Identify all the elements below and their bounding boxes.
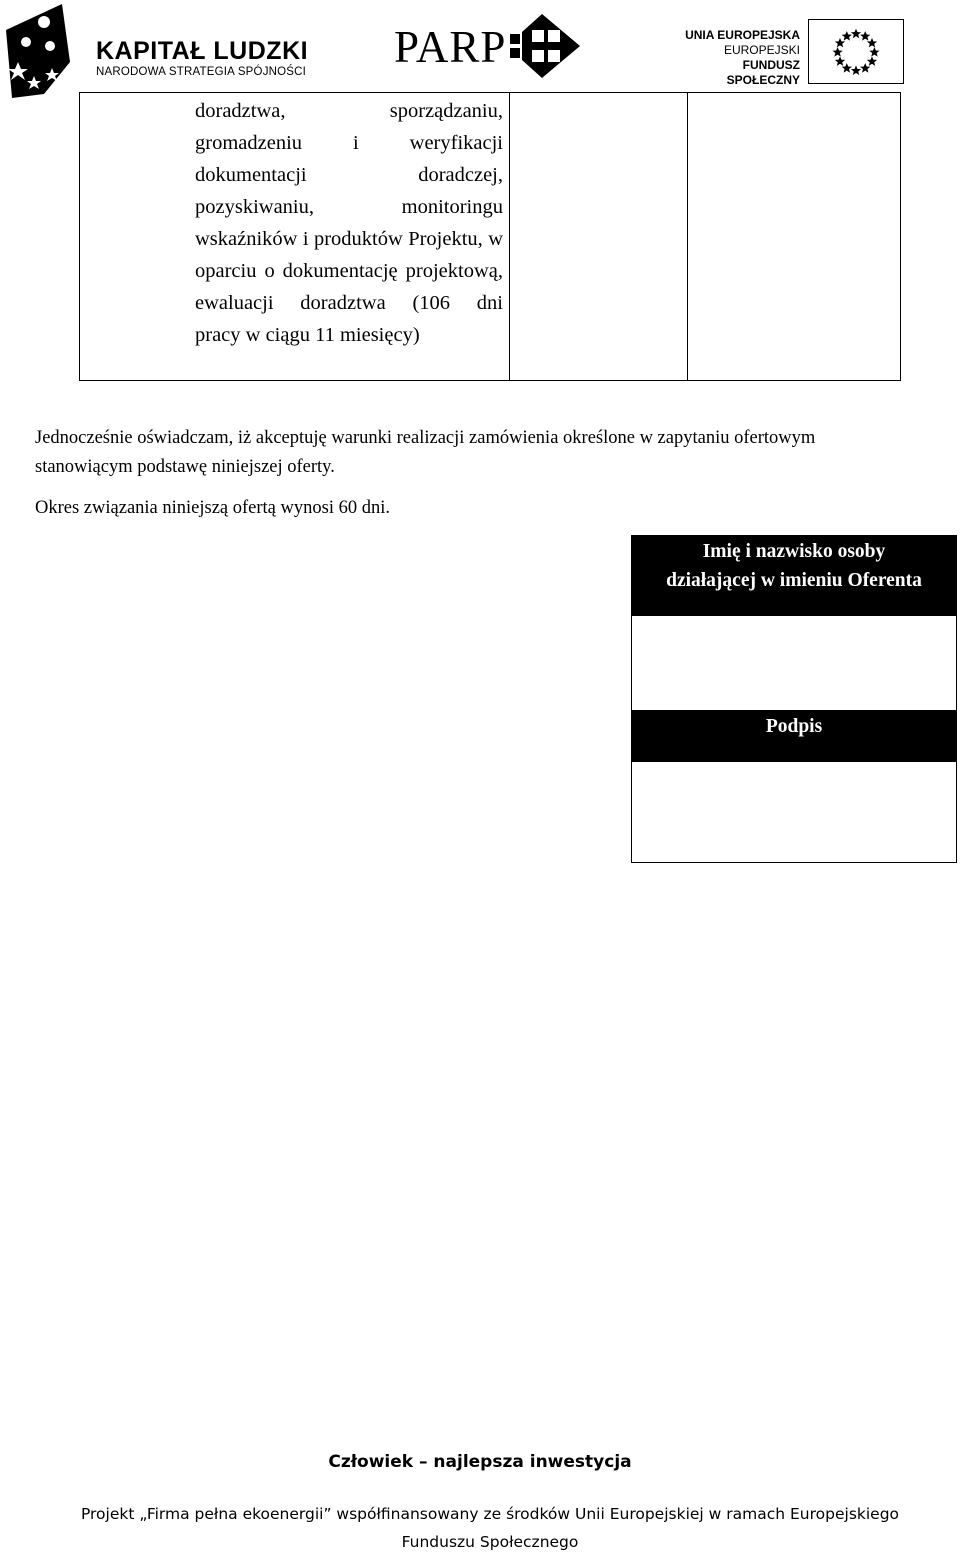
signatory-name-label-line2: działającej w imieniu Oferenta: [666, 570, 922, 591]
signature-label: Podpis: [765, 716, 823, 737]
kapital-ludzki-wordmark: [96, 38, 308, 79]
table-column-divider: [509, 93, 510, 380]
service-description-text: doradztwa, sporządzaniu, gromadzeniu i weryfikacji dokumentacji doradczej, pozyskiwaniu, monitoringu wskaźników i produktów Projektu, w oparciu o dokumentację projektową, ewaluacji doradztwa (106 dni: [195, 100, 503, 314]
kapital-ludzki-logo-icon: [4, 2, 72, 98]
signatory-name-header: [632, 536, 956, 616]
eu-wordmark: [668, 28, 800, 88]
parp-emblem-icon: [508, 12, 582, 80]
footer-project-note: [50, 1500, 930, 1554]
services-table: [79, 92, 901, 381]
footer-slogan: Człowiek – najlepsza inwestycja: [328, 1452, 632, 1472]
table-column-divider: [687, 93, 688, 380]
signature-header: [632, 710, 956, 762]
eu-flag-icon: [808, 19, 904, 84]
service-description-cell: [195, 95, 503, 351]
acceptance-statement: Jednocześnie oświadczam, iż akceptuję warunki realizacji zamówienia określone w zapytaniu ofertowym stanowiącym podstawę niniejszej oferty.: [35, 428, 816, 477]
footer-note-line2: Funduszu Społecznego: [401, 1533, 579, 1551]
service-description-last-line: pracy w ciągu 11 miesięcy): [195, 324, 420, 346]
kapital-ludzki-subtitle: NARODOWA STRATEGIA SPÓJNOŚCI: [96, 66, 307, 78]
eu-line-european: EUROPEJSKI: [723, 43, 800, 57]
eu-line-union: UNIA EUROPEJSKA: [685, 28, 800, 42]
kapital-ludzki-title: KAPITAŁ LUDZKI: [96, 37, 309, 65]
footer-note-line1: Projekt „Firma pełna ekoenergii” współfinansowany ze środków Unii Europejskiej w ramach Europejskiego: [80, 1505, 900, 1523]
signatory-name-label-line1: Imię i nazwisko osoby: [702, 541, 886, 562]
offer-validity-statement: Okres związania niniejszą ofertą wynosi 60 dni.: [35, 498, 390, 518]
signature-box: [631, 535, 957, 863]
parp-title: PARP: [394, 22, 507, 72]
eu-line-fund: FUNDUSZ SPOŁECZNY: [726, 58, 800, 87]
page-header: [0, 0, 960, 92]
